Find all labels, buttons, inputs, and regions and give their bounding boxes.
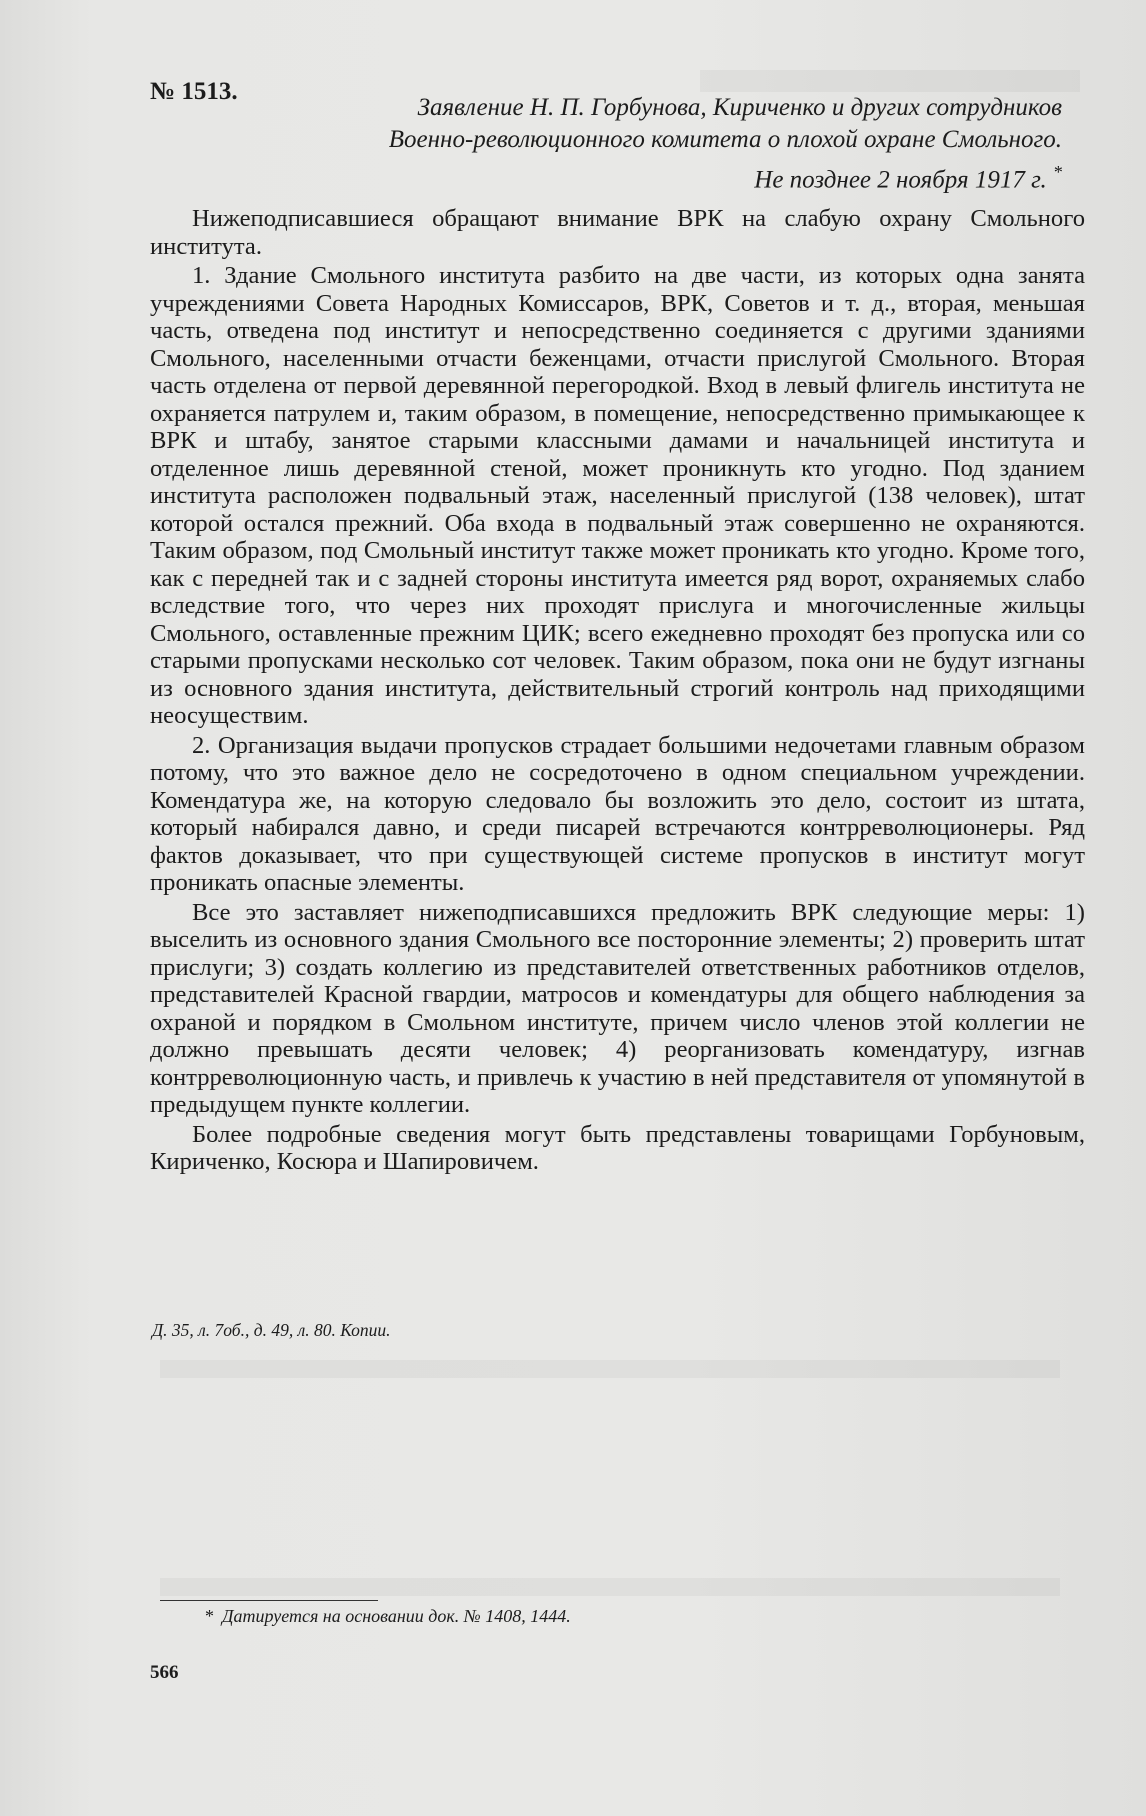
page-number: 566 [150,1662,179,1683]
document-header [230,92,1062,196]
bleed-through-texture [160,1360,1060,1596]
footnote-reference-mark: * [1053,162,1062,182]
header-line: Заявление Н. П. Горбунова, Кириченко и других сотрудников [417,94,1062,121]
header-line: Не позднее 2 ноября 1917 г. [754,166,1047,194]
body-paragraph: Нижеподписавшиеся обращают внимание ВРК на слабую охрану Смольного института. [150,205,1085,260]
document-body [150,205,1085,1178]
body-paragraph: 1. Здание Смольного института разбито на две части, из которых одна занята учреждениями Совета Народных Комиссаров, ВРК, Советов и т. д., вторая, меньшая часть, отведена под институт и непосредственно соединяется с другими зданиями Смольного, населенными отчасти беженцами, отчасти прислугой Смольного. Вторая часть отделена от первой деревянной перегородкой. Вход в левый флигель института не охраняется патрулем и, таким образом, в помещение, непосредственно примыкающее к ВРК и штабу, занятое старыми классными дамами и начальницей института и отделенное лишь деревянной стеной, может проникнуть кто угодно. Под зданием института расположен подвальный этаж, населенный прислугой (138 человек), штат которой остался прежний. Оба входа в подвальный этаж совершенно не охраняются. Таким образом, под Смольный институт также может проникать кто угодно. Кроме того, как с передней так и с задней стороны института имеется ряд ворот, охраняемых слабо вследствие того, что через них проходят прислуга и многочисленные жильцы Смольного, оставленные прежним ЦИК; всего ежедневно проходят без пропуска или со старыми пропусками несколько сот человек. Таким образом, пока они не будут изгнаны из основного здания института, действительный строгий контроль над приходящими неосуществим. [150,262,1085,729]
header-line: Военно-революционного комитета о плохой охране Смольного. [388,126,1062,153]
archival-source: Д. 35, л. 7об., д. 49, л. 80. Копии. [152,1320,391,1340]
footnote-divider [160,1600,378,1601]
footnote [205,1606,571,1627]
body-paragraph: Все это заставляет нижеподписавшихся предложить ВРК следующие меры: 1) выселить из основного здания Смольного все посторонние элементы; 2) проверить штат прислуги; 3) создать коллегию из представителей ответственных работников отделов, представителей Красной гвардии, матросов и комендатуры для общего наблюдения за охраной и порядком в Смольном институте, причем число членов этой коллегии не должно превышать десяти человек; 4) реорганизовать комендатуру, изгнав контрреволюционную часть, и привлечь к участию в ней представителя от упомянутой в предыдущем пункте коллегии. [150,898,1085,1118]
body-paragraph: Более подробные сведения могут быть представлены товарищами Горбуновым, Кириченко, Косюра и Шапировичем. [150,1120,1085,1175]
document-number: № 1513. [150,78,238,105]
header-date [230,156,1062,196]
footnote-text: Датируется на основании док. № 1408, 1444. [222,1606,571,1626]
body-paragraph: 2. Организация выдачи пропусков страдает большими недочетами главным образом потому, что это важное дело не сосредоточено в одном специальном учреждении. Комендатура же, на которую следовало бы возложить это дело, состоит из штата, который набирался давно, и среди писарей встречаются контрреволюционеры. Ряд фактов доказывает, что при существующей системе пропусков в институт могут проникать опасные элементы. [150,731,1085,896]
footnote-mark: * [205,1606,214,1626]
